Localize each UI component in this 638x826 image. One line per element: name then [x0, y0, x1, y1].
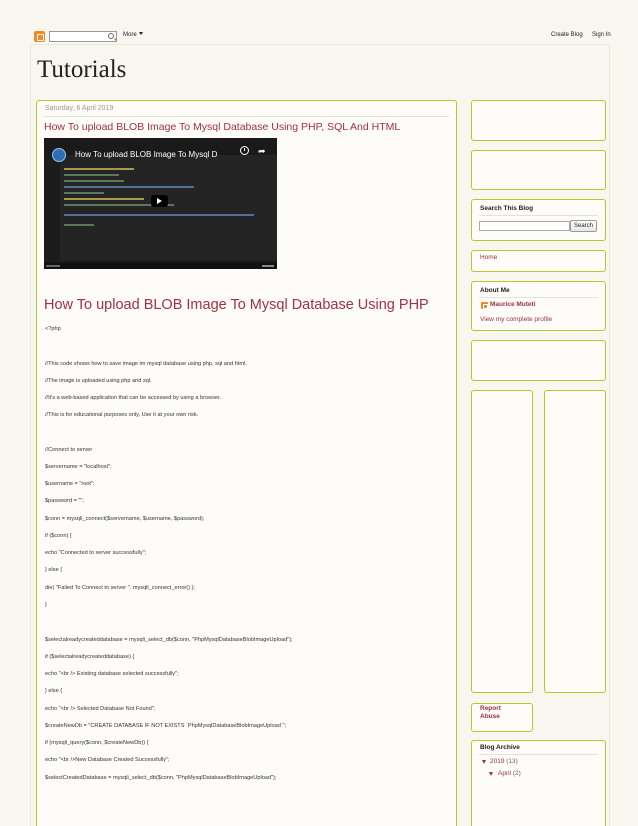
author-name-link[interactable]: Maurice Muteti [490, 301, 536, 308]
chevron-down-icon [139, 32, 143, 35]
archive-widget-title: Blog Archive [480, 744, 520, 751]
code-line: echo "<br /> Existing database selected successfully"; [45, 671, 179, 677]
sign-in-link[interactable]: Sign In [592, 32, 611, 38]
blogger-logo-icon[interactable] [34, 31, 45, 42]
code-line: echo "Connected to server successfully"; [45, 550, 147, 556]
about-widget-title: About Me [480, 287, 510, 294]
home-link[interactable]: Home [480, 254, 498, 261]
code-line: $createNewDb = "CREATE DATABASE IF NOT EXISTS `PhpMysqlDatabaseBlobImageUpload`"; [45, 723, 287, 729]
channel-avatar-icon[interactable] [52, 148, 66, 162]
post-heading: How To upload BLOB Image To Mysql Database Using PHP [44, 297, 429, 313]
archive-year-count: (13) [506, 758, 518, 765]
report-abuse-link[interactable]: Report Abuse [480, 705, 501, 720]
sidebar-widget-empty [471, 100, 606, 141]
code-line: $selectCreatedDatabase = mysqli_select_db($conn, "PhpMysqlDatabaseBlobImageUpload"); [45, 775, 277, 781]
video-thumbnail [44, 155, 277, 261]
code-line: } [45, 602, 47, 608]
sidebar-column-right [544, 390, 606, 693]
thumb-line [64, 198, 144, 200]
sidebar-column-left [471, 390, 533, 693]
share-icon[interactable]: ➦ [258, 146, 266, 156]
code-line: echo "<br /> Selected Database Not Found"; [45, 706, 156, 712]
code-line: $selectalreadycreateddatabase = mysqli_select_db($conn, "PhpMysqlDatabaseBlobImageUpload"); [45, 637, 293, 643]
navbar-search-input[interactable] [49, 31, 117, 42]
code-line: //It's a web-based application that can be accessed by using a browser. [45, 395, 222, 401]
video-title[interactable]: How To upload BLOB Image To Mysql D [75, 150, 218, 159]
widget-divider [479, 215, 598, 216]
post-title[interactable]: How To upload BLOB Image To Mysql Database Using PHP, SQL And HTML [44, 121, 401, 133]
code-line: $servername = "localhost"; [45, 464, 112, 470]
code-line: //The image is uploaded using php and sql. [45, 378, 152, 384]
archive-year-link[interactable] [490, 758, 518, 765]
navbar [0, 0, 638, 44]
sidebar-widget-empty [471, 150, 606, 190]
code-line: <?php [45, 326, 61, 332]
archive-month: April [498, 770, 512, 777]
archive-month-link[interactable] [498, 770, 521, 777]
watch-later-icon[interactable] [240, 146, 249, 155]
code-line: if (mysqli_query($conn, $createNewDb)) { [45, 740, 149, 746]
post-date: Saturday, 6 April 2019 [45, 105, 114, 112]
play-icon[interactable] [151, 195, 168, 207]
code-line: echo "<br />New Database Created Successfully"; [45, 757, 170, 763]
code-line: } else { [45, 567, 63, 573]
thumb-line [64, 214, 254, 216]
more-menu-label: More [123, 32, 137, 38]
sidebar-widget-empty [471, 340, 606, 381]
video-thumbnail-gutter [44, 155, 60, 261]
more-menu-button[interactable] [123, 32, 143, 38]
view-profile-link[interactable]: View my complete profile [480, 316, 553, 323]
code-line: $password = ""; [45, 498, 84, 504]
code-line: $conn = mysqli_connect($servername, $username, $password); [45, 516, 205, 522]
thumb-line [64, 224, 94, 226]
code-line: if ($conn) { [45, 533, 72, 539]
code-line: if ($selectalreadycreateddatabase) { [45, 654, 135, 660]
code-line: //This is for educational purposes only, Use it at your own risk. [45, 412, 199, 418]
toggle-month-icon[interactable] [489, 772, 493, 776]
thumb-line [64, 192, 104, 194]
archive-widget [471, 740, 606, 826]
archive-month-count: (2) [512, 770, 521, 777]
search-icon[interactable] [108, 33, 114, 39]
thumb-line [64, 180, 124, 182]
archive-year: 2019 [490, 758, 505, 765]
blog-search-input[interactable] [479, 221, 570, 231]
create-blog-link[interactable]: Create Blog [551, 32, 583, 38]
code-line: die( "Failed To Connect to server ". mysqli_connect_error() ); [45, 585, 195, 591]
search-widget-title: Search This Blog [480, 205, 534, 212]
blog-title[interactable]: Tutorials [37, 56, 127, 83]
thumb-line [64, 174, 119, 176]
widget-divider [479, 754, 598, 755]
thumb-line [64, 186, 194, 188]
code-line: $username = "root"; [45, 481, 95, 487]
search-button[interactable]: Search [570, 220, 597, 232]
code-line: //Connect to server [45, 447, 93, 453]
code-line: } else { [45, 688, 63, 694]
toggle-year-icon[interactable] [482, 760, 486, 764]
code-line: //This code shows how to save image im mysql database using php, sql and html. [45, 361, 247, 367]
date-divider [43, 116, 449, 117]
blogger-profile-icon [481, 302, 488, 309]
thumb-line [64, 168, 134, 170]
video-control-bar [44, 263, 277, 269]
widget-divider [479, 297, 598, 298]
